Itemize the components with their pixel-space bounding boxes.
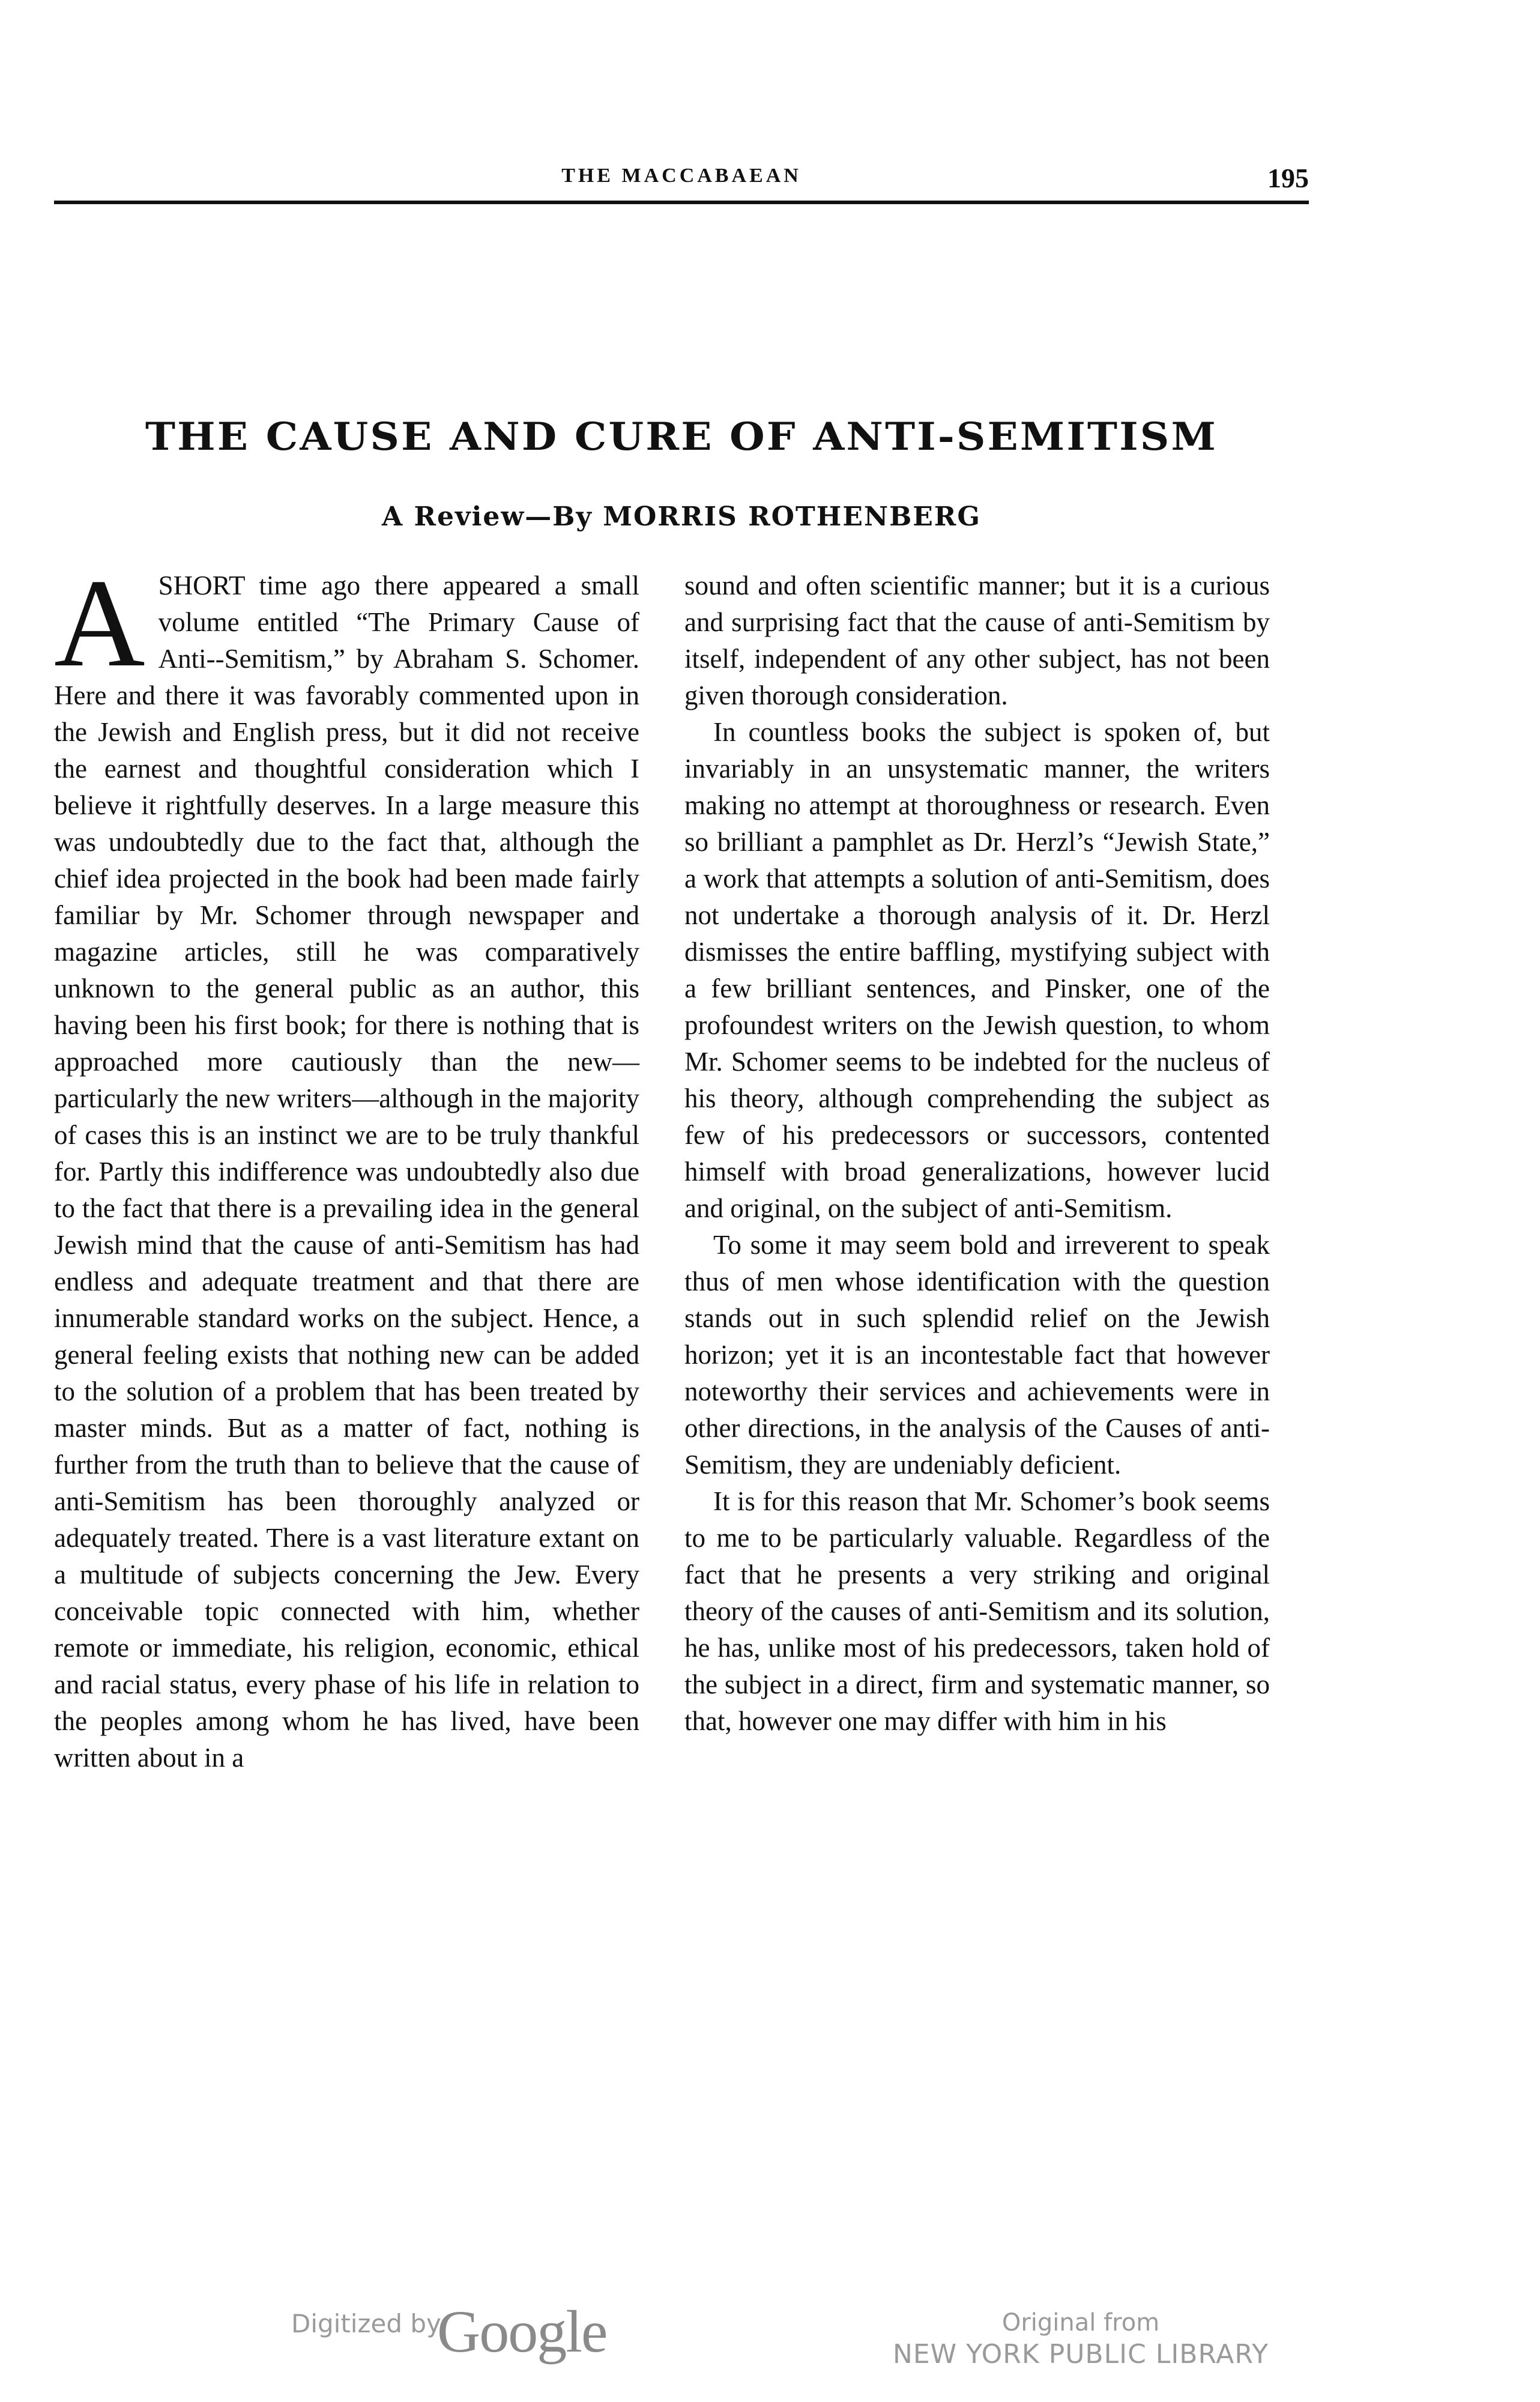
paragraph: sound and often scientific manner; but it is a curious and surprising fact that the cause of anti-Semitism by itself, independent of any other subject, has not been given thorough consideration. — [684, 570, 1270, 710]
paragraph-text: SHORT time ago there appeared a small volume entitled “The Primary Cause of Anti--Semitism,” by Abraham S. Schomer. Here and there it was favorably commented upon in the Jewish and English press, but it did not receive the earnest and thoughtful consideration which I believe it rightfully deserves. In a large measure this was undoubtedly due to the fact that, although the chief idea projected in the book had been made fairly familiar by Mr. Schomer through newspaper and magazine articles, still he was comparatively unknown to the general public as an author, this having been his first book; for there is nothing that is approached more cautiously than the new—particularly the new writers—although in the majority of cases this is an instinct we are to be truly thankful for. Partly this indifference was undoubtedly also due to the fact that there is a prevailing idea in the general Jewish mind that the cause of anti-Semitism has had endless and adequate treatment and that there are innumerable standard works on the subject. Hence, a general feeling exists that nothing new can be added to the solution of a problem that has been treated by master minds. But as a matter of fact, nothing is further from the truth than to believe that the cause of anti-Semitism has been thoroughly analyzed or adequately treated. There is a vast literature extant on a multitude of subjects concerning the Jew. Every conceivable topic connected with him, whether remote or immediate, his religion, economic, ethical and racial status, every phase of his life in relation to the peoples among whom he has lived, have been written about in a — [54, 570, 639, 1773]
paragraph — [54, 554, 639, 1776]
journal-title: THE MACCABAEAN — [561, 165, 802, 187]
paragraph: To some it may seem bold and irreverent to speak thus of men whose identification with the question stands out in such splendid relief on the Jewish horizon; yet it is an incontestable fact that however noteworthy their services and achievements were in other directions, in the analysis of the Causes of anti-Semitism, they are undeniably deficient. — [684, 1230, 1270, 1480]
right-column — [684, 567, 1270, 1740]
paragraph: In countless books the subject is spoken of, but invariably in an unsystematic manner, the writers making no attempt at thoroughness or research. Even so brilliant a pamphlet as Dr. Herzl’s “Jewish State,” a work that attempts a solution of anti-Semitism, does not undertake a thorough analysis of it. Dr. Herzl dismisses the entire baffling, mystifying subject with a few brilliant sentences, and Pinsker, one of the profoundest writers on the Jewish question, to whom Mr. Schomer seems to be indebted for the nucleus of his theory, although comprehending the subject as few of his predecessors or successors, contented himself with broad generalizations, however lucid and original, on the subject of anti-Semitism. — [684, 717, 1270, 1223]
page-number: 195 — [1267, 163, 1309, 193]
left-column — [54, 554, 639, 1776]
google-logo: Google — [437, 2298, 607, 2365]
drop-cap: A — [54, 554, 145, 693]
paragraph: It is for this reason that Mr. Schomer’s book seems to me to be particularly valuable. Regardless of the fact that he presents a very striking and original theory of the causes of anti-Semitism and its solution, he has, unlike most of his predecessors, taken hold of the subject in a direct, firm and systematic manner, so that, however one may differ with him in his — [684, 1486, 1270, 1736]
running-head — [54, 162, 1309, 198]
article-byline: A Review—By MORRIS ROTHENBERG — [382, 501, 981, 532]
digitized-by-label: Digitized by — [291, 2309, 441, 2338]
article-title: THE CAUSE AND CURE OF ANTI-SEMITISM — [145, 414, 1218, 459]
original-from-label: Original from — [1001, 2309, 1160, 2337]
library-name: NEW YORK PUBLIC LIBRARY — [892, 2339, 1269, 2370]
header-rule — [54, 201, 1309, 204]
